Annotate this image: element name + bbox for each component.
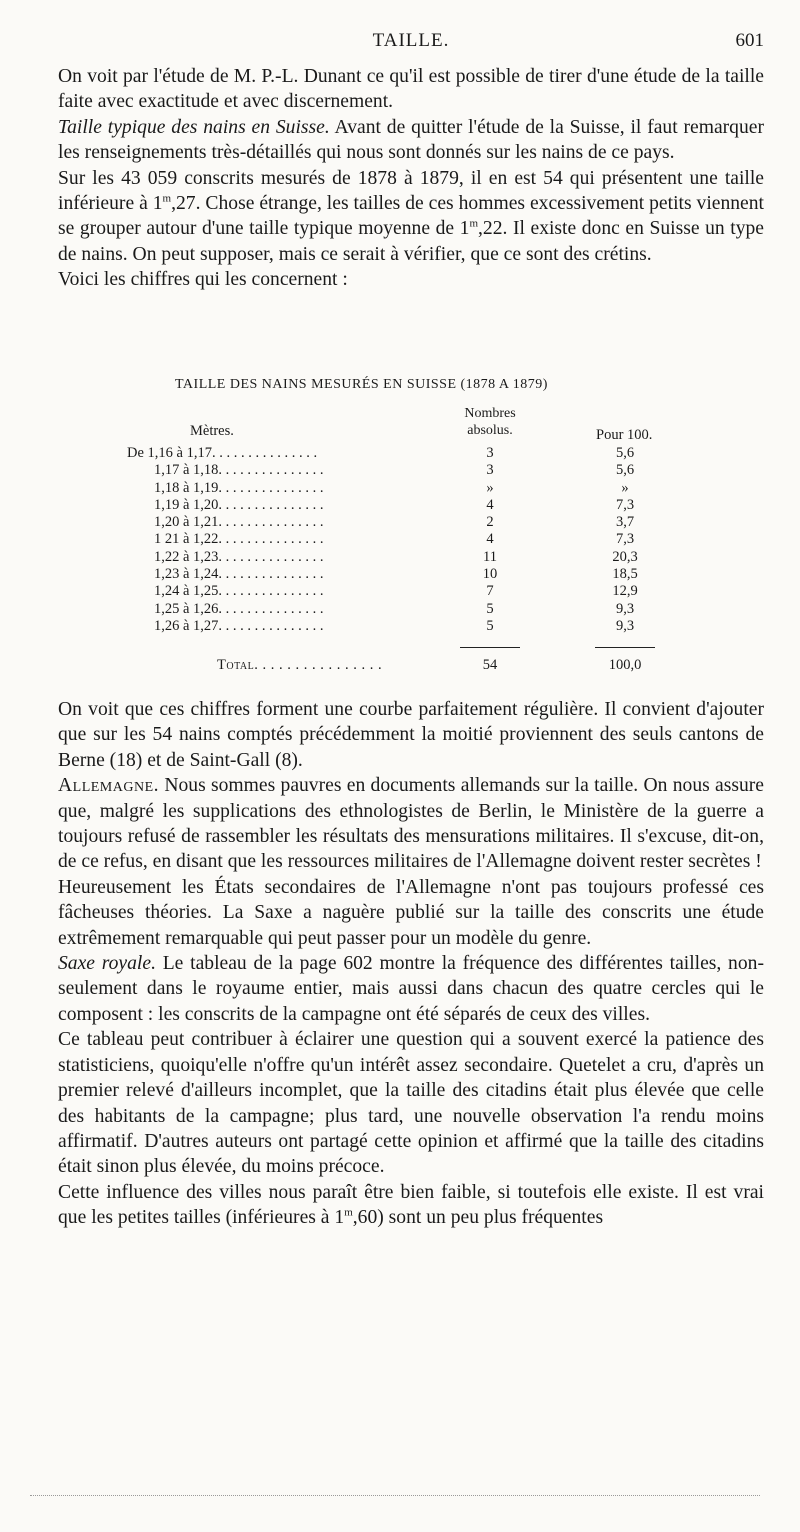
row-absolute: 4 (486, 531, 494, 548)
row-label: De 1,16 à 1,17. . . . . . . . . . . . . . . (127, 445, 318, 461)
table-row (120, 601, 680, 618)
total-absolute: 54 (482, 657, 498, 673)
running-head (58, 30, 764, 60)
paragraph-villes (58, 1180, 764, 1231)
row-percent: » (621, 479, 629, 496)
column-header-metres: Mètres. (190, 423, 234, 439)
text-block-top (58, 64, 764, 293)
paragraph-dunant: On voit par l'étude de M. P.-L. Dunant ce qu'il est possible de tirer d'une étude de la taille faite avec exactitude et avec discernement. (58, 66, 764, 113)
superscript: m (162, 192, 172, 205)
row-percent: 3,7 (615, 514, 635, 531)
total-label: Total. . . . . . . . . . . . . . . . (217, 657, 383, 673)
paragraph-allemagne-text: Nous sommes pauvres en documents allemands sur la taille. On nous assure que, malgré les supplications des ethnologistes de Berlin, le Ministère de la guerre a toujours refusé de rassembler les résultats des mensurations militaires. Il s'excuse, dit-on, de ce refus, en disant que les ressources militaires de l'Allemagne doivent rester secrètes ! (58, 775, 764, 873)
row-absolute: 2 (486, 514, 494, 531)
superscript: m (469, 217, 479, 230)
paragraph-conscrits (58, 166, 764, 268)
total-rule (595, 647, 655, 648)
row-label: 1,23 à 1,24. . . . . . . . . . . . . . . (154, 566, 324, 583)
text-run: ,22. Il existe donc en Suisse un type de nains. On peut supposer, mais ce serait à vérifier, que ce sont des crétins. (58, 218, 764, 265)
footer-bleedthrough (30, 1495, 760, 1496)
row-label: 1,26 à 1,27. . . . . . . . . . . . . . . (154, 617, 324, 634)
row-label: 1,24 à 1,25. . . . . . . . . . . . . . . (154, 583, 324, 600)
column-header-pour-100: Pour 100. (596, 427, 653, 443)
row-absolute: 4 (486, 496, 494, 513)
paragraph-quetelet: Ce tableau peut contribuer à éclairer une question qui a souvent exercé la patience des statisticiens, quoiqu'elle n'offre qu'un intérêt assez secondaire. Quetelet a cru, d'après un premier relevé d'ailleurs incomplet, que la taille des citadins était plus élevée que celle des habitants de la campagne; plus tard, une nouvelle observation l'a rendu moins affirmatif. D'autres auteurs ont partagé cette opinion et affirmé que la taille des citadins était sinon plus élevée, du moins précoce. (58, 1029, 764, 1178)
row-label: 1,20 à 1,21. . . . . . . . . . . . . . . (154, 514, 324, 531)
table-rows (120, 445, 680, 635)
table-row (120, 549, 680, 566)
row-percent: 7,3 (615, 531, 635, 548)
table-row (120, 514, 680, 531)
row-absolute: 5 (486, 617, 494, 634)
column-header-nombres (450, 405, 530, 439)
table-title: TAILLE DES NAINS MESURÉS EN SUISSE (1878 A 1879) (175, 377, 548, 392)
row-percent: 9,3 (615, 617, 635, 634)
text-run: ,27. Chose étrange, les tailles de ces hommes excessivement petits viennent se grouper autour d'une taille typique moyenne de 1 (58, 193, 764, 240)
table-row (120, 480, 680, 497)
paragraph-nains-text: Avant de quitter l'étude de la Suisse, il faut remarquer les renseignements très-détaillés qui nous sont donnés sur les nains de ce pays. (58, 116, 764, 164)
row-percent: 5,6 (615, 462, 635, 479)
table-row (120, 583, 680, 600)
row-label: 1 21 à 1,22. . . . . . . . . . . . . . . (154, 531, 324, 548)
table-total-row (120, 657, 680, 675)
row-absolute: » (486, 479, 494, 496)
row-percent: 18,5 (612, 566, 638, 583)
text-run: ,60) sont un peu plus fréquentes (352, 1207, 604, 1229)
row-absolute: 5 (486, 600, 494, 617)
section-heading-saxe: Saxe royale. (58, 953, 156, 975)
paragraph-saxe (58, 951, 764, 1027)
row-absolute: 7 (486, 583, 494, 600)
section-heading-allemagne: Allemagne. (58, 775, 160, 797)
paragraph-courbe: On voit que ces chiffres forment une courbe parfaitement régulière. Il convient d'ajouter que sur les 54 nains comptés précédemment la moitié proviennent des seuls cantons de Berne (18) et de Saint-Gall (8). (58, 699, 764, 771)
row-absolute: 10 (482, 566, 498, 583)
text-run: Cette influence des villes nous paraît être bien faible, si toutefois elle existe. Il est vrai que les petites tailles (inférieures à 1 (58, 1181, 764, 1229)
row-absolute: 3 (486, 462, 494, 479)
superscript: m (344, 1206, 353, 1219)
table-row (120, 445, 680, 462)
section-heading-nains: Taille typique des nains en Suisse. (58, 116, 330, 138)
row-label: 1,22 à 1,23. . . . . . . . . . . . . . . (154, 548, 324, 565)
paragraph-etats-secondaires: Heureusement les États secondaires de l'Allemagne n'ont pas toujours professé ces fâcheuses théories. La Saxe a naguère publié sur la taille des conscrits une étude extrêmement remarquable qui peut passer pour un modèle du genre. (58, 876, 764, 949)
table-row (120, 566, 680, 583)
row-percent: 20,3 (612, 548, 638, 565)
table-row (120, 618, 680, 635)
text-run: Sur les 43 059 conscrits mesurés de 1878 à 1879, il en est 54 qui présentent une taille inférieure à 1 (58, 167, 764, 215)
paragraph-chiffres-intro: Voici les chiffres qui les concernent : (58, 269, 348, 291)
row-percent: 12,9 (612, 583, 638, 600)
page-number: 601 (735, 30, 764, 51)
row-percent: 7,3 (615, 496, 635, 513)
table-row (120, 531, 680, 548)
total-percent: 100,0 (608, 657, 642, 673)
row-label: 1,19 à 1,20. . . . . . . . . . . . . . . (154, 496, 324, 513)
row-percent: 5,6 (615, 445, 635, 461)
paragraph-saxe-text: Le tableau de la page 602 montre la fréquence des différentes tailles, non-seulement dans le royaume entier, mais aussi dans chacun des quatre cercles qui le composent : les conscrits de la campagne ont été séparés de ceux des villes. (58, 953, 764, 1025)
table-row (120, 497, 680, 514)
row-label: 1,17 à 1,18. . . . . . . . . . . . . . . (154, 462, 324, 479)
header-line: absolus. (467, 423, 513, 438)
row-label: 1,18 à 1,19. . . . . . . . . . . . . . . (154, 479, 324, 496)
paragraph-nains-suisse (58, 115, 764, 166)
row-label: 1,25 à 1,26. . . . . . . . . . . . . . . (154, 600, 324, 617)
table-row (120, 462, 680, 479)
total-rule (460, 647, 520, 648)
text-block-bottom (58, 697, 764, 1231)
row-absolute: 3 (486, 445, 494, 461)
paragraph-allemagne (58, 773, 764, 875)
header-line: Nombres (464, 406, 516, 421)
row-percent: 9,3 (615, 600, 635, 617)
running-title: TAILLE. (372, 30, 450, 51)
row-absolute: 11 (483, 548, 497, 565)
